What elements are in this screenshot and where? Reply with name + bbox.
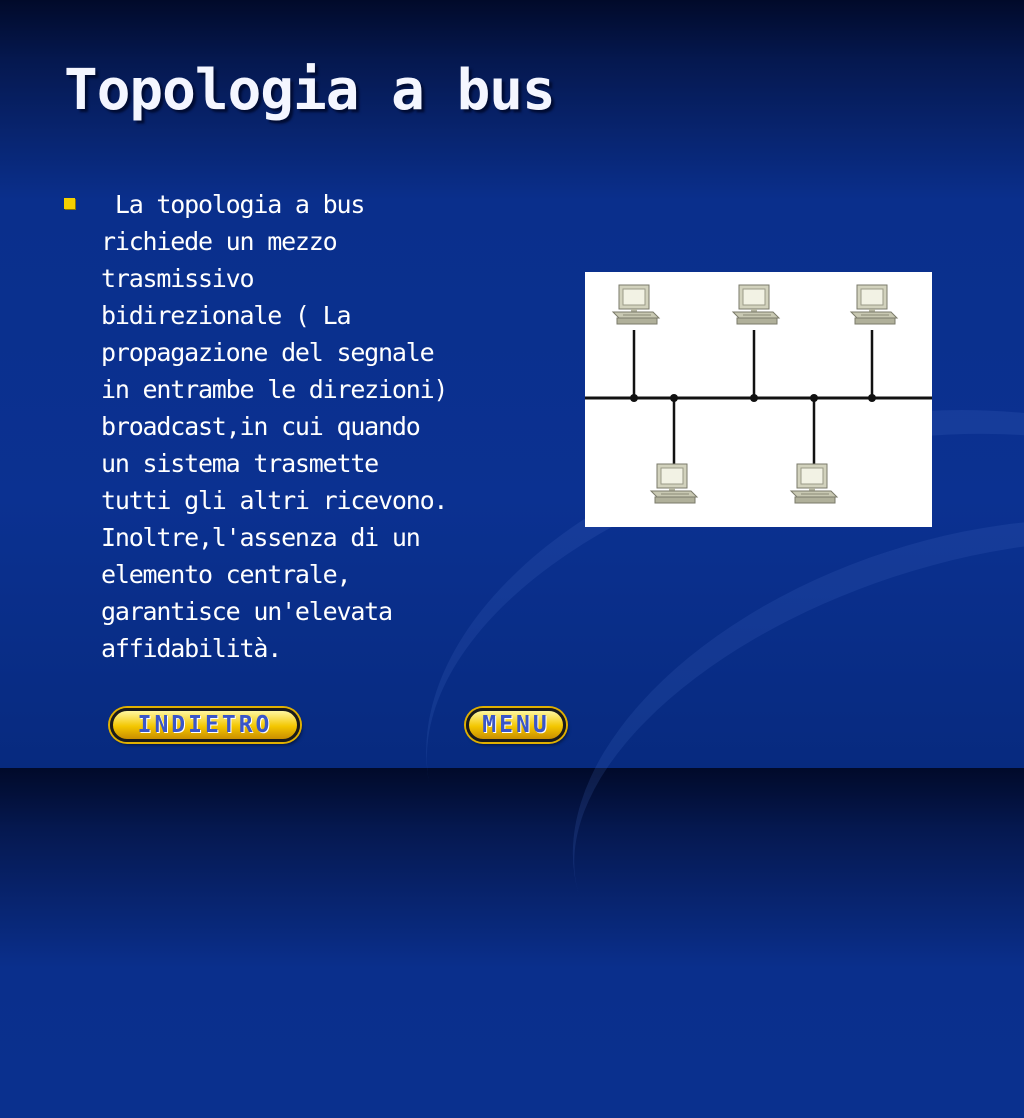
bullet-text: La topologia a bus richiede un mezzo trasmissivo bidirezionale ( La propagazione del segnale in entrambe le direzioni) broadcast,in cui quando un sistema trasmette tutti gli altri ricevono. Inoltre,l'assenza di un elemento centrale, garantisce un'elevata affidabilità.: [101, 190, 448, 663]
bus-node: [630, 394, 638, 402]
bullet-square-icon: [64, 198, 75, 209]
back-button[interactable]: INDIETRO: [110, 708, 300, 742]
background-swoosh: [508, 428, 1024, 1118]
computer-icon: [791, 464, 837, 503]
bus-node: [750, 394, 758, 402]
computer-icon: [851, 285, 897, 324]
bus-node: [670, 394, 678, 402]
computer-icon: [733, 285, 779, 324]
bus-topology-diagram: [585, 272, 932, 527]
computer-icon: [651, 464, 697, 503]
menu-button[interactable]: MENU: [466, 708, 566, 742]
bus-node: [810, 394, 818, 402]
bus-topology-svg: [585, 272, 932, 527]
bus-node: [868, 394, 876, 402]
computer-icon: [613, 285, 659, 324]
slide-title: Topologia a bus: [64, 58, 555, 123]
